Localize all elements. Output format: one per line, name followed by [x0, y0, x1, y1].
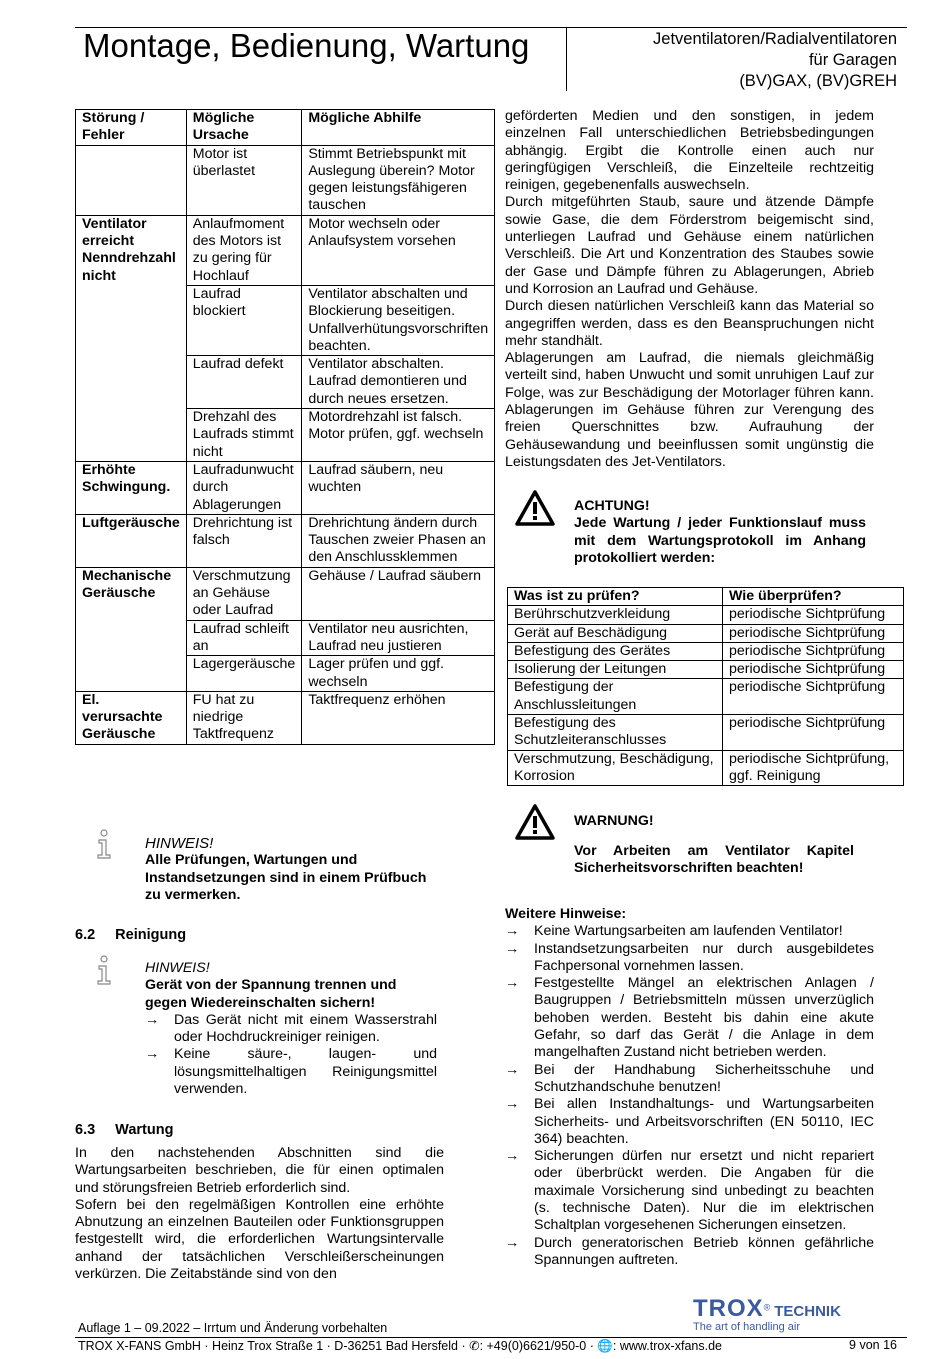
- paragraph: Durch mitgeführten Staub, saure und ätzende Dämpfe sowie Gase, die dem Förderstrom beigemischt sind, unterliegen Laufrad und Gehäuse einem natürlichen Verschleiß. Die Art und Konzentration des Staubes sowie der Gase und Dämpfe führen zu Ablagerungen, Abrieb und Korrosion an Laufrad und Gehäuse.: [505, 194, 874, 297]
- check-item: Berührschutzverkleidung: [508, 606, 723, 624]
- arrow-icon: →: [505, 940, 520, 957]
- remedy-cell: Ventilator abschalten. Laufrad demontieren und durch neues ersetzen.: [302, 356, 495, 409]
- note-text: Alle Prüfungen, Wartungen und Instandsetzungen sind in einem Prüfbuch zu vermerken.: [145, 852, 427, 903]
- header-product-line1: Jetventilatoren/Radialventilatoren: [653, 30, 897, 48]
- fault-cell: [76, 285, 187, 355]
- table-row: [76, 285, 495, 355]
- cause-cell: Drehrichtung ist falsch: [186, 514, 302, 567]
- cause-cell: Verschmutzung an Gehäuse oder Laufrad: [186, 567, 302, 620]
- note-hinweis-2: [145, 960, 437, 1098]
- logo-registered: ®: [763, 1302, 771, 1313]
- table-row: [508, 642, 904, 660]
- check-method: periodische Sichtprüfung: [723, 715, 904, 751]
- achtung-box: [574, 498, 866, 567]
- check-item: Gerät auf Beschädigung: [508, 624, 723, 642]
- section-6-3-heading: [75, 1122, 173, 1138]
- check-item: Befestigung des Gerätes: [508, 642, 723, 660]
- list-item: → Instandsetzungsarbeiten nur durch ausgebildetes Fachpersonal vornehmen lassen.: [505, 940, 874, 974]
- check-method: periodische Sichtprüfung: [723, 642, 904, 660]
- list-item: → Durch generatorischen Betrieb können gefährliche Spannungen auftreten.: [505, 1234, 874, 1268]
- list-item: → Bei der Handhabung Sicherheitsschuhe und Schutzhandschuhe benutzen!: [505, 1061, 874, 1095]
- fault-cell: [76, 620, 187, 656]
- weitere-list: [505, 923, 874, 1269]
- section-number: 6.3: [75, 1122, 96, 1138]
- remedy-cell: Motordrehzahl ist falsch. Motor prüfen, ggf. wechseln: [302, 409, 495, 462]
- cause-cell: Laufradunwucht durch Ablagerungen: [186, 461, 302, 514]
- fault-cell: [76, 145, 187, 215]
- section-title: Reinigung: [115, 927, 187, 943]
- table-row: [508, 715, 904, 751]
- weitere-hinweise: [505, 906, 874, 1269]
- remedy-cell: Lager prüfen und ggf. wechseln: [302, 656, 495, 692]
- check-method: periodische Sichtprüfung, ggf. Reinigung: [723, 750, 904, 786]
- fault-cell: Ventilator erreicht Nenndrehzahl nicht: [76, 215, 187, 285]
- achtung-label: ACHTUNG!: [574, 498, 650, 514]
- remedy-cell: Taktfrequenz erhöhen: [302, 691, 495, 744]
- table-row: [508, 624, 904, 642]
- arrow-icon: →: [505, 1061, 520, 1078]
- check-item: Verschmutzung, Beschädigung, Korrosion: [508, 750, 723, 786]
- check-item: Befestigung des Schutzleiteranschlusses: [508, 715, 723, 751]
- info-icon: [95, 955, 113, 985]
- info-icon: [95, 829, 113, 859]
- wartung-text: [75, 1145, 444, 1283]
- note-hinweis-1: [145, 835, 445, 904]
- table-row: [76, 215, 495, 285]
- fault-cell: Mechanische Geräusche: [76, 567, 187, 620]
- list-item: → Keine Wartungsarbeiten am laufenden Ventilator!: [505, 923, 843, 940]
- paragraph: geförderten Medien und den sonstigen, in jedem einzelnen Fall unterschiedlichen Betriebsbedingungen abhängig. Ergibt die Kontrolle einen auch nur geringfügigen Verschleiß, die Einzelteile rechtzeitig reinigen, gegebenenfalls auswechseln.: [505, 108, 874, 194]
- note-text: Gerät von der Spannung trennen und gegen Wiedereinschalten sichern!: [145, 977, 397, 1011]
- cause-cell: Drehzahl des Laufrads stimmt nicht: [186, 409, 302, 462]
- cause-cell: Motor ist überlastet: [186, 145, 302, 215]
- remedy-cell: Ventilator abschalten und Blockierung beseitigen. Unfallverhütungsvorschriften beachten.: [302, 285, 495, 355]
- logo-tagline: The art of handling air: [693, 1321, 801, 1333]
- cause-cell: Laufrad defekt: [186, 356, 302, 409]
- table-row: [508, 750, 904, 786]
- remedy-cell: Laufrad säubern, neu wuchten: [302, 461, 495, 514]
- list-item: → Das Gerät nicht mit einem Wasserstrahl oder Hochdruckreiniger reinigen.: [145, 1011, 437, 1046]
- note-label: HINWEIS!: [145, 835, 214, 852]
- list-item: → Keine säure-, laugen- und lösungsmittelhaltigen Reinigungsmittel verwenden.: [145, 1046, 437, 1098]
- paragraph: Durch diesen natürlichen Verschleiß kann das Material so angegriffen werden, dass es den Beanspruchungen nicht mehr standhält.: [505, 298, 874, 349]
- arrow-icon: →: [505, 923, 520, 940]
- check-table-header: [508, 588, 904, 606]
- cause-cell: Laufrad schleift an: [186, 620, 302, 656]
- logo-trox: TROX: [693, 1295, 764, 1322]
- header-product-line2: für Garagen: [808, 51, 897, 69]
- table-row: [76, 620, 495, 656]
- arrow-icon: →: [505, 1148, 520, 1165]
- column-header: Mögliche Ursache: [186, 110, 302, 146]
- remedy-cell: Motor wechseln oder Anlaufsystem vorsehen: [302, 215, 495, 285]
- table-row: [508, 661, 904, 679]
- check-method: periodische Sichtprüfung: [723, 624, 904, 642]
- cause-cell: FU hat zu niedrige Taktfrequenz: [186, 691, 302, 744]
- table-row: [76, 461, 495, 514]
- section-number: 6.2: [75, 927, 96, 943]
- table-row: [76, 145, 495, 215]
- check-method: periodische Sichtprüfung: [723, 679, 904, 715]
- list-item: → Sicherungen dürfen nur ersetzt und nicht repariert oder überbrückt werden. Die Angaben für die maximale Vorsicherung sind unbedingt zu beachten (s. technische Daten). Nur die im elektrischen Schaltplan vorgesehenen Sicherungen einsetzen.: [505, 1148, 874, 1234]
- note-list: [145, 1012, 437, 1098]
- check-item: Isolierung der Leitungen: [508, 661, 723, 679]
- right-column-text: [505, 108, 874, 471]
- header-product: [653, 29, 897, 92]
- cause-cell: Anlaufmoment des Motors ist zu gering für Hochlauf: [186, 215, 302, 285]
- arrow-icon: →: [145, 1046, 160, 1063]
- check-method: periodische Sichtprüfung: [723, 661, 904, 679]
- arrow-icon: →: [505, 975, 520, 992]
- paragraph: In den nachstehenden Abschnitten sind die Wartungsarbeiten beschrieben, die für einen optimalen und störungsfreien Betrieb erforderlich sind.: [75, 1145, 444, 1196]
- table-row: [76, 567, 495, 620]
- page-title: Montage, Bedienung, Wartung: [83, 27, 530, 64]
- list-item: → Festgestellte Mängel an elektrischen Anlagen / Baugruppen / Betriebsmitteln müssen unverzüglich behoben werden. Besteht bis dahin eine akute Gefahr, so darf das Gerät / die Anlage in dem mangelhaften Zustand nicht betrieben werden.: [505, 975, 874, 1061]
- table-row: [508, 606, 904, 624]
- cause-cell: Lagergeräusche: [186, 656, 302, 692]
- logo-technik: TECHNIK: [774, 1303, 841, 1320]
- fault-cell: [76, 409, 187, 462]
- column-header: Was ist zu prüfen?: [508, 588, 723, 606]
- footer-edition: Auflage 1 – 09.2022 – Irrtum und Änderung vorbehalten: [78, 1321, 388, 1335]
- paragraph: Sofern bei den regelmäßigen Kontrollen eine erhöhte Abnutzung an einzelnen Bauteilen oder Funktionsgruppen festgestellt wird, die erforderlichen Wartungsintervalle anhand der tatsächlichen Verschleißerscheinungen verkürzen. Die Zeitabstände sind von den: [75, 1196, 444, 1283]
- table-row: [76, 356, 495, 409]
- remedy-cell: Gehäuse / Laufrad säubern: [302, 567, 495, 620]
- check-item: Befestigung der Anschlussleitungen: [508, 679, 723, 715]
- table-row: [76, 514, 495, 567]
- remedy-cell: Drehrichtung ändern durch Tauschen zweier Phasen an den Anschlussklemmen: [302, 514, 495, 567]
- header-product-line3: (BV)GAX, (BV)GREH: [739, 72, 897, 90]
- page-number: 9 von 16: [849, 1338, 897, 1352]
- arrow-icon: →: [145, 1011, 160, 1028]
- cause-cell: Laufrad blockiert: [186, 285, 302, 355]
- section-title: Wartung: [115, 1122, 174, 1138]
- weitere-title: Weitere Hinweise:: [505, 906, 627, 922]
- trox-logo: [693, 1295, 841, 1333]
- table-row: [76, 691, 495, 744]
- section-6-2-heading: [75, 927, 186, 943]
- table-row: [76, 409, 495, 462]
- fault-cell: Luftgeräusche: [76, 514, 187, 567]
- fault-cell: [76, 656, 187, 692]
- column-header: Wie überprüfen?: [723, 588, 904, 606]
- remedy-cell: Ventilator neu ausrichten, Laufrad neu justieren: [302, 620, 495, 656]
- footer-address: TROX X-FANS GmbH · Heinz Trox Straße 1 · D-36251 Bad Hersfeld · ✆: +49(0)6621/950-0 · 🌐: www.trox-xfans.de: [78, 1339, 722, 1353]
- fault-table-header: [76, 110, 495, 146]
- fault-table: [75, 109, 495, 745]
- column-header: Störung / Fehler: [76, 110, 187, 146]
- paragraph: Ablagerungen am Laufrad, die niemals gleichmäßig verteilt sind, haben Unwucht und somit unruhigen Lauf zur Folge, was zur Beschädigung der Motorlager führen kann. Ablagerungen im Gehäuse führen zur Verengung des freien Querschnittes bzw. Aufrauhung der Gehäusewandung und beeinflussen somit ungünstig die Leistungsdaten des Jet-Ventilators.: [505, 350, 874, 470]
- achtung-text: Jede Wartung / jeder Funktionslauf muss mit dem Wartungsprotokoll im Anhang protokolliert werden:: [574, 515, 866, 566]
- check-method: periodische Sichtprüfung: [723, 606, 904, 624]
- fault-cell: [76, 356, 187, 409]
- note-label: HINWEIS!: [145, 960, 210, 976]
- column-header: Mögliche Abhilfe: [302, 110, 495, 146]
- header-divider: [566, 27, 567, 91]
- table-row: [508, 679, 904, 715]
- check-table: [507, 587, 904, 786]
- fault-cell: El. verursachte Geräusche: [76, 691, 187, 744]
- warnung-text: Vor Arbeiten am Ventilator Kapitel Sicherheitsvorschriften beachten!: [574, 843, 854, 877]
- warning-triangle-icon: [514, 489, 556, 527]
- table-row: [76, 656, 495, 692]
- warning-triangle-icon: [514, 803, 556, 841]
- fault-cell: Erhöhte Schwingung.: [76, 461, 187, 514]
- arrow-icon: →: [505, 1234, 520, 1251]
- warnung-label: WARNUNG!: [574, 813, 654, 829]
- arrow-icon: →: [505, 1096, 520, 1113]
- list-item: → Bei allen Instandhaltungs- und Wartungsarbeiten Sicherheits- und Arbeitsvorschriften (EN 50110, IEC 364) beachten.: [505, 1096, 874, 1147]
- remedy-cell: Stimmt Betriebspunkt mit Auslegung überein? Motor gegen leistungsfähigeren tauschen: [302, 145, 495, 215]
